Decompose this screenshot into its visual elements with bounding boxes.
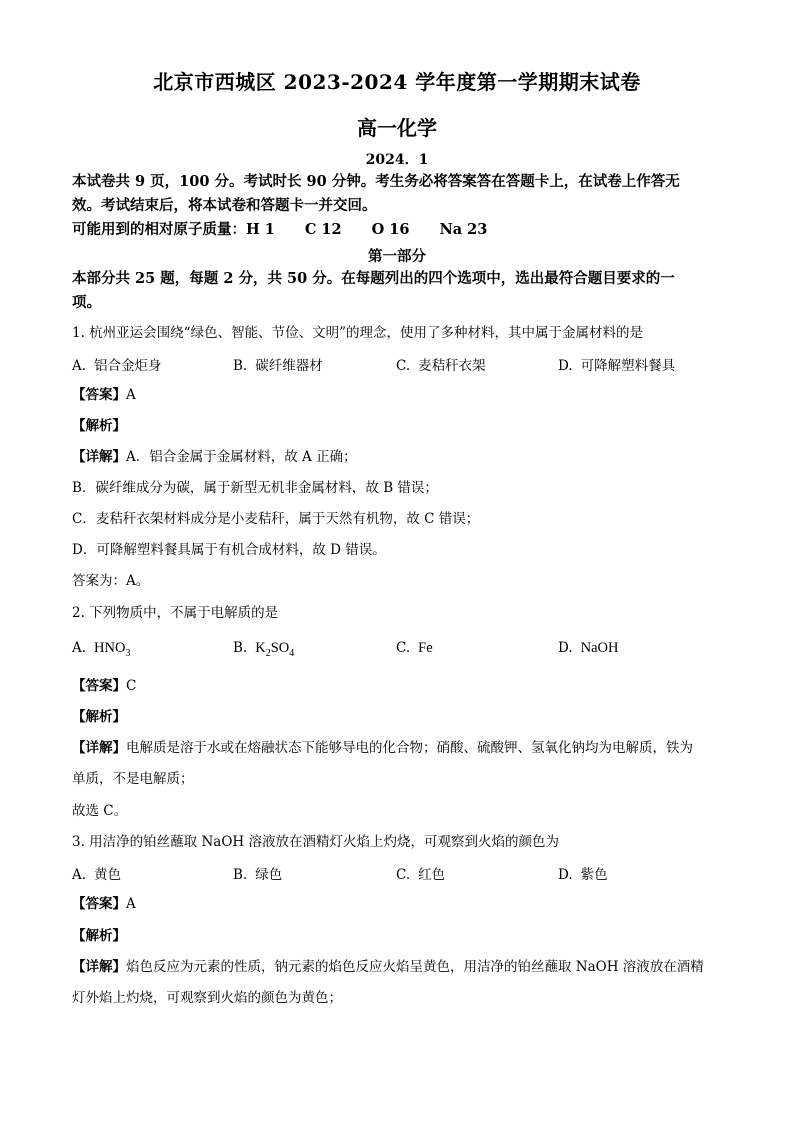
atomic-masses [72,218,732,242]
q1-option-c: C. 麦秸秆衣架 [396,358,486,374]
q1-detail-3: C．麦秸秆衣架材料成分是小麦秸秆，属于天然有机物，故 C 错误； [72,511,480,527]
q2-option-d: D. NaOH [558,640,619,656]
q3-options [72,863,732,883]
q2-options [72,640,732,660]
atomic-mass-h: H 1 [246,221,275,238]
q3-option-d: D. 紫色 [558,867,608,883]
q1-detail-1: 【详解】A．铝合金属于金属材料，故 A 正确； [72,449,357,465]
q3-option-b: B. 绿色 [233,867,283,883]
instructions-line-1: 本试卷共 9 页，100 分。考试时长 90 分钟。考生务必将答案答在答题卡上，在试卷上作答无 [72,173,680,190]
part-one-title: 第一部分 [368,248,426,265]
atomic-mass-o: O 16 [371,221,410,238]
q1-detail-2: B．碳纤维成分为碳，属于新型无机非金属材料，故 B 错误； [72,480,438,496]
q2-analysis-tag: 【解析】 [72,709,126,725]
atomic-mass-na: Na 23 [439,221,488,238]
q1-answer: 【答案】A [72,387,136,403]
q1-option-b: B. 碳纤维器材 [233,358,323,374]
part-one-desc-line-2: 项。 [72,294,101,311]
q2-detail-2: 单质，不是电解质； [72,771,194,787]
atomic-mass-c: C 12 [304,221,342,238]
q2-detail-1: 【详解】电解质是溶于水或在熔融状态下能够导电的化合物；硝酸、硫酸钾、氢氧化钠均为电解质，铁为 [72,740,693,756]
part-one-description [72,267,732,315]
q3-detail-2: 灯外焰上灼烧，可观察到火焰的颜色为黄色； [72,990,342,1006]
q3-answer: 【答案】A [72,896,136,912]
exam-date: 2024．1 [365,152,429,168]
q1-stem: 1. 杭州亚运会围绕“绿色、智能、节俭、文明”的理念，使用了多种材料，其中属于金属材料的是 [72,325,643,341]
q3-stem: 3. 用洁净的铂丝蘸取 NaOH 溶液放在酒精灯火焰上灼烧，可观察到火焰的颜色为 [72,834,559,850]
q2-option-a: A. $HNO_3$ [72,640,131,659]
part-one-desc-line-1: 本部分共 25 题，每题 2 分，共 50 分。在每题列出的四个选项中，选出最符合题目要求的一 [72,270,675,287]
q1-detail-4: D．可降解塑料餐具属于有机合成材料，故 D 错误。 [72,542,386,558]
q3-analysis-tag: 【解析】 [72,928,126,944]
q1-option-a: A. 铝合金炬身 [72,358,162,374]
q3-option-c: C. 红色 [396,867,446,883]
q2-option-c: C. Fe [396,640,433,656]
exam-instructions [72,170,732,242]
atomic-masses-label: 可能用到的相对原子质量： [72,221,246,238]
instructions-line-2: 效。考试结束后，将本试卷和答题卡一并交回。 [72,197,377,214]
exam-title: 北京市西城区 2023-2024 学年度第一学期期末试卷 [153,70,641,94]
q1-analysis-tag: 【解析】 [72,418,126,434]
exam-subject: 高一化学 [357,116,437,140]
q1-options [72,354,732,374]
q2-stem: 2. 下列物质中，不属于电解质的是 [72,605,279,621]
q3-option-a: A. 黄色 [72,867,122,883]
q1-option-d: D. 可降解塑料餐具 [558,358,676,374]
q3-detail-1: 【详解】焰色反应为元素的性质，钠元素的焰色反应火焰呈黄色，用洁净的铂丝蘸取 NaOH 溶液放在酒精 [72,959,704,975]
q2-conclusion: 故选 C。 [72,803,128,819]
q1-conclusion: 答案为：A。 [72,573,150,589]
q2-answer: 【答案】C [72,678,137,694]
q2-option-b: B. $K_2SO_4$ [233,640,295,659]
